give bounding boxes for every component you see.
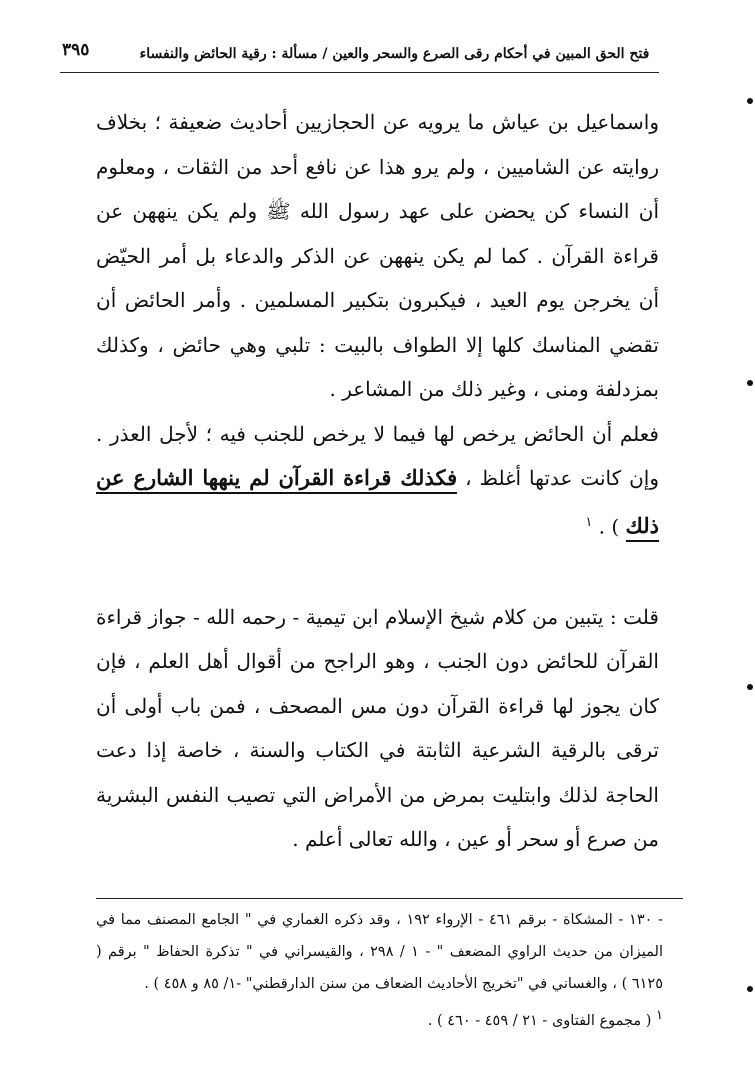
footnote-reference: ١ bbox=[585, 514, 593, 530]
quote-paragraph-2-start: فعلم أن الحائض يرخص لها فيما لا يرخص للجنب فيه ؛ لأجل العذر . وإن كانت عدتها أغلظ ، bbox=[96, 421, 660, 490]
header-divider bbox=[60, 72, 659, 73]
quote-paragraph-1: واسماعيل بن عياش ما يرويه عن الحجازيين أحاديث ضعيفة ؛ بخلاف روايته عن الشاميين ، ولم يرو هذا عن نافع أحد من الثقات ، ومعلوم أن النساء كن يحضن على عهد رسول الله ﷺ ولم يكن ينههن عن قراءة القرآن . كما لم يكن ينههن عن الذكر والدعاء بل أمر الحيّض أن يخرجن يوم العيد ، فيكبرون بتكبير المسلمين . وأمر الحائض أن تقضي المناسك كلها إلا الطواف بالبيت : تلبي وهي حائض ، وكذلك بمزدلفة ومنى ، وغير ذلك من المشاعر . bbox=[96, 110, 659, 401]
footnote-2-marker: ١ bbox=[656, 1008, 663, 1023]
quote-paragraph-2 bbox=[96, 412, 659, 549]
margin-dot bbox=[747, 986, 753, 992]
quote-paragraph-2-end: ) . bbox=[598, 514, 626, 539]
page-number: ٣٩٥ bbox=[62, 40, 90, 60]
margin-dot bbox=[747, 98, 753, 104]
running-header: فتح الحق المبين في أحكام رقى الصرع والسحر والعين / مسألة : رقية الحائض والنفساء bbox=[139, 46, 650, 62]
margin-dot bbox=[747, 380, 753, 386]
footnotes bbox=[96, 904, 663, 1037]
footnote-divider bbox=[96, 898, 683, 899]
footnote-1: - ١٣٠ - المشكاة - برقم ٤٦١ - الإرواء ١٩٢ ، وقد ذكره الغماري في " الجامع المصنف مما في الميزان من حديث الراوي المضعف " - ١ / ٢٩٨ ، والقيسراني في " تذكرة الحفاظ " برقم ( ٦١٢٥ ) ، والغساني في "تخريج الأحاديث الضعاف من سنن الدارقطني" -١/ ٨٥ و ٤٥٨ ) . bbox=[96, 912, 663, 992]
footnote-2 bbox=[96, 1000, 663, 1037]
footnote-2-text: ( مجموع الفتاوى - ٢١ / ٤٥٩ - ٤٦٠ ) . bbox=[427, 1012, 657, 1029]
body-text bbox=[96, 100, 659, 862]
margin-dot bbox=[747, 684, 753, 690]
comment-paragraph: قلت : يتبين من كلام شيخ الإسلام ابن تيمية - رحمه الله - جواز قراءة القرآن للحائض دون الجنب ، وهو الراجح من أقوال أهل العلم ، فإن كان يجوز لها قراءة القرآن دون مس المصحف ، فمن باب أولى أن ترقى بالرقية الشرعية الثابتة في الكتاب والسنة ، خاصة إذا دعت الحاجة لذلك وابتليت بمرض من الأمراض التي تصيب النفس البشرية من صرع أو سحر أو عين ، والله تعالى أعلم . bbox=[96, 604, 659, 852]
emphasized-quote: فكذلك قراءة القرآن لم ينهها الشارع عن ذلك bbox=[96, 465, 659, 542]
